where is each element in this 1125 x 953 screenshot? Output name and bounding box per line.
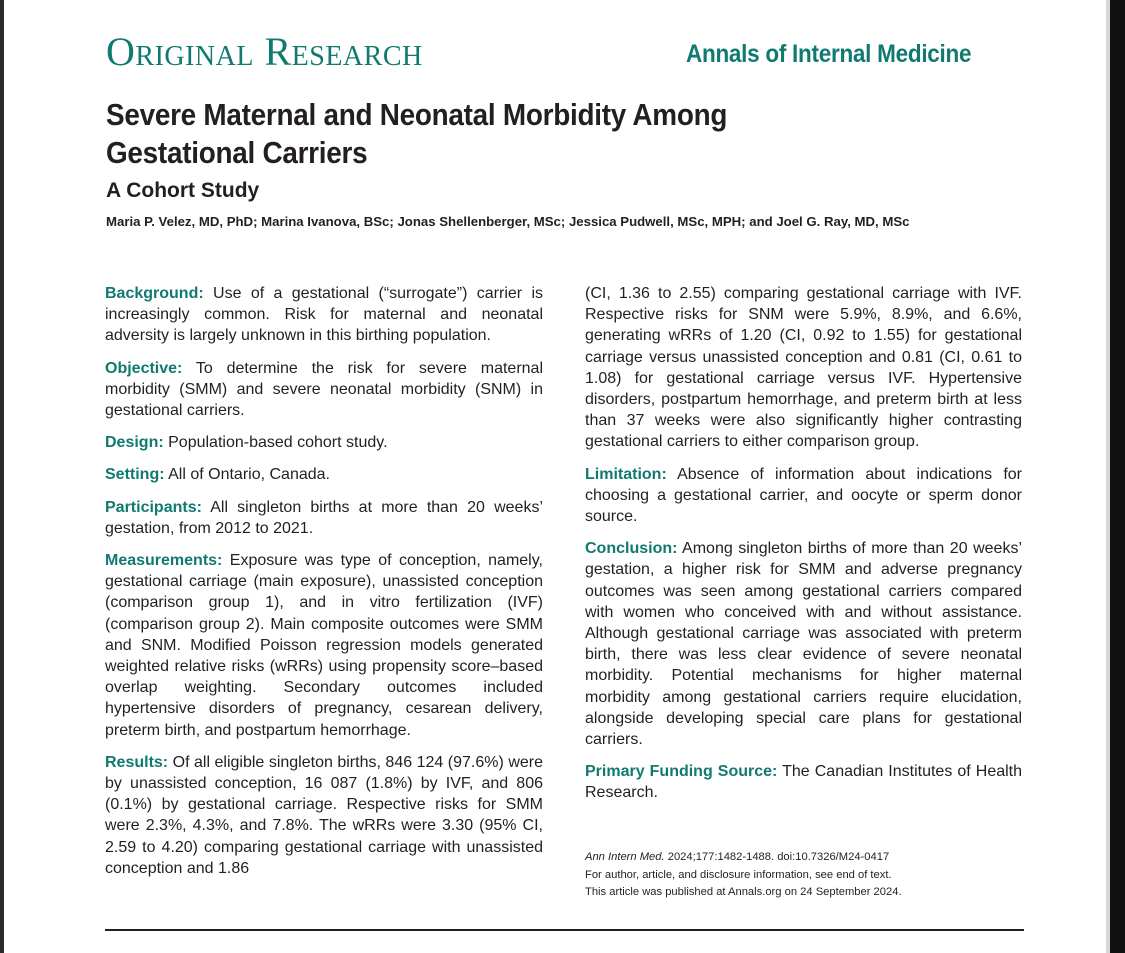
journal-name: Annals of Internal Medicine <box>686 40 972 68</box>
abstract-column-left <box>105 283 543 890</box>
abstract-limitation <box>585 464 1022 528</box>
results-text-part2: (CI, 1.36 to 2.55) comparing gestational carriage with IVF. Respective risks for SNM were 5.9%, 8.9%, and 6.6%, generating wRRs of 1.20 (CI, 0.92 to 1.55) for gestational carriage versus unassisted conception and 0.81 (CI, 0.61 to 1.08) for gestational carriage versus IVF. Hypertensive disorders, postpartum hemorrhage, and preterm birth at less than 37 weeks were also significantly higher contrasting gestational carriers to either comparison group. <box>585 285 1022 451</box>
abstract-design <box>105 432 543 453</box>
abstract-results <box>105 752 543 879</box>
citation-reference <box>585 849 1025 867</box>
bottom-divider <box>105 929 1024 931</box>
citation-info-line: For author, article, and disclosure information, see end of text. <box>585 868 892 881</box>
abstract-funding <box>585 761 1022 803</box>
objective-label: Objective: <box>105 359 183 377</box>
abstract-background <box>105 283 543 347</box>
article-title: Severe Maternal and Neonatal Morbidity Among Gestational Carriers <box>106 97 728 170</box>
conclusion-text: Among singleton births of more than 20 weeks’ gestation, a higher risk for SMM and adverse pregnancy outcomes was seen among gestational carriers compared with women who conceived with and without assistance. Although gestational carriage was associated with preterm birth, there was less clear evidence of severe neonatal morbidity. Potential mechanisms for higher maternal morbidity among gestational carriers require elucidation, alongside developing special care plans for gestational carriers. <box>585 540 1022 749</box>
background-text: Use of a gestational (“surrogate”) carrier is increasingly common. Risk for maternal and neonatal adversity is largely unknown in this birthing population. <box>105 285 543 345</box>
author-list: Maria P. Velez, MD, PhD; Marina Ivanova, BSc; Jonas Shellenberger, MSc; Jessica Pudwell, MSc, MPH; and Joel G. Ray, MD, MSc <box>106 214 910 229</box>
section-label: Original Research <box>106 29 423 74</box>
funding-label: Primary Funding Source: <box>585 763 778 781</box>
measurements-label: Measurements: <box>105 552 223 570</box>
setting-text: All of Ontario, Canada. <box>168 466 330 484</box>
conclusion-label: Conclusion: <box>585 540 678 558</box>
abstract-participants <box>105 497 543 539</box>
background-label: Background: <box>105 285 204 302</box>
citation-journal-abbrev: Ann Intern Med. <box>585 851 665 863</box>
article-subtitle: A Cohort Study <box>106 179 260 202</box>
objective-text: To determine the risk for severe maternal morbidity (SMM) and severe neonatal morbidity (SNM) in gestational carriers. <box>105 359 543 420</box>
participants-label: Participants: <box>105 498 202 516</box>
abstract-column-right <box>585 283 1022 815</box>
results-text-part1: Of all eligible singleton births, 846 124 (97.6%) were by unassisted conception, 16 087 (1.8%) by IVF, and 806 (0.1%) by gestational carriage. Respective risks for SMM were 2.3%, 4.3%, and 7.8%. The wRRs were 3.30 (95% CI, 2.59 to 4.20) comparing gestational carriage with unassisted conception and 1.86 <box>105 753 543 877</box>
participants-text: All singleton births at more than 20 weeks’ gestation, from 2012 to 2021. <box>105 498 544 537</box>
citation-details: 2024;177:1482-1488. doi:10.7326/M24-0417 <box>667 851 890 863</box>
abstract-setting <box>105 464 543 485</box>
results-label: Results: <box>105 753 169 771</box>
abstract-measurements <box>105 550 543 741</box>
measurements-text: Exposure was type of conception, namely, gestational carriage (main exposure), unassisted conception (comparison group 1), and in vitro fertilization (IVF) (comparison group 2). Main composite outcomes were SMM and SNM. Modified Poisson regression models generated weighted relative risks (wRRs) using propensity score–based overlap weighting. Secondary outcomes included hypertensive disorders of pregnancy, cesarean delivery, preterm birth, and postpartum hemorrhage. <box>105 552 543 739</box>
setting-label: Setting: <box>105 466 165 484</box>
abstract-conclusion <box>585 538 1022 750</box>
citation-block <box>585 849 1025 902</box>
design-text: Population-based cohort study. <box>168 434 388 452</box>
funding-text: The Canadian Institutes of Health Research. <box>585 763 1023 802</box>
citation-published-line: This article was published at Annals.org on 24 September 2024. <box>585 886 902 898</box>
abstract-objective <box>105 358 543 422</box>
page-edge-shadow-left <box>0 0 4 953</box>
page-edge-shadow-right <box>1110 0 1125 953</box>
limitation-text: Absence of information about indications for choosing a gestational carrier, and oocyte or sperm donor source. <box>585 465 1023 526</box>
limitation-label: Limitation: <box>585 465 667 483</box>
abstract-results-continued <box>585 283 1022 453</box>
design-label: Design: <box>105 434 164 452</box>
